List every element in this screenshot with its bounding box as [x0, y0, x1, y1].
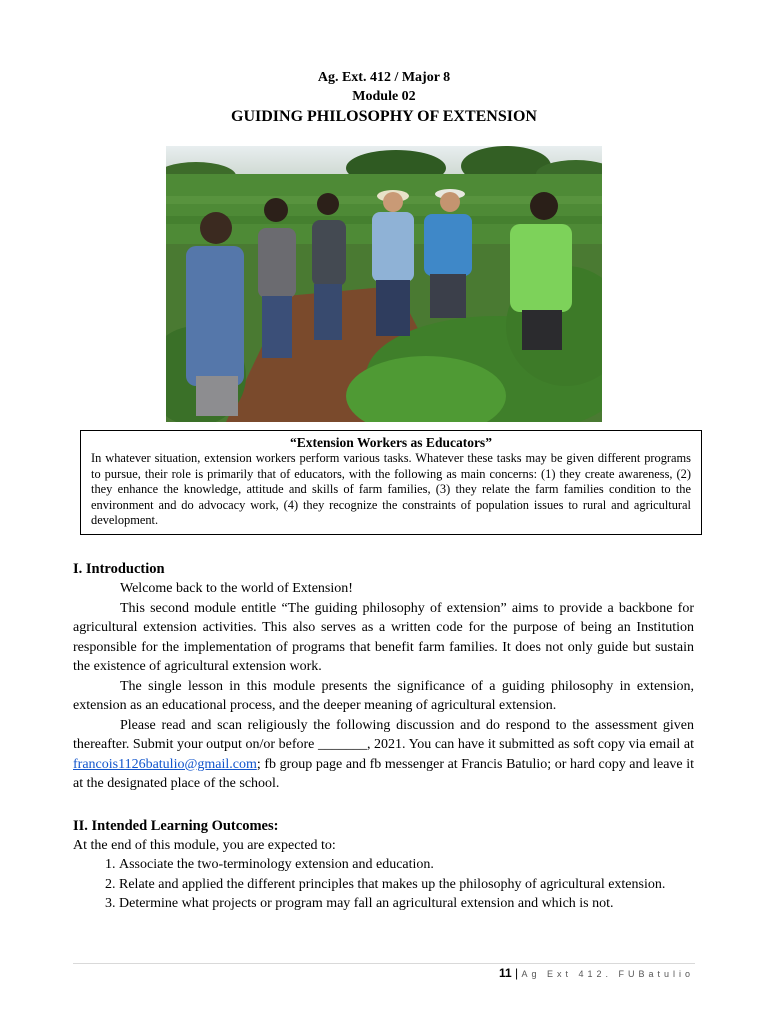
outcomes-heading: II. Intended Learning Outcomes: [73, 817, 279, 834]
outcomes-lead: At the end of this module, you are expected to: [73, 837, 336, 853]
intro-paragraph-4 [73, 716, 694, 794]
page-footer [499, 966, 694, 980]
intro-paragraph-4-end: ; fb group page and fb messenger at Francis Batulio; or hard copy and leave it at the designated place of the school. [73, 756, 694, 791]
intro-paragraph-1: Welcome back to the world of Extension! [120, 581, 353, 596]
introduction-heading: I. Introduction [73, 561, 165, 577]
intro-paragraph-4-start: Please read and scan religiously the following discussion and do respond to the assessment given thereafter. Submit your output on/or before _______, 2021. You can have it submitted as soft copy via email at [73, 717, 694, 752]
footer-divider [73, 963, 695, 964]
footer-separator: | [514, 966, 519, 980]
callout-title: “Extension Workers as Educators” [290, 435, 492, 450]
list-item: 1. Associate the two-terminology extension and education. [119, 855, 694, 875]
running-footer: Ag Ext 412. FUBatulio [521, 969, 694, 979]
document-body [73, 555, 694, 914]
page-number: 11 [498, 966, 512, 980]
intro-paragraph-2: This second module entitle “The guiding philosophy of extension” aims to provide a backbone for agricultural extension activities. This also serves as a written code for the purpose of being an Institution responsible for the implementation of programs that benefit farm families. It does not only guide but sustain the existence of agricultural extension work. [73, 600, 694, 674]
field-photo [166, 146, 602, 422]
intro-paragraph-3: The single lesson in this module presents the significance of a guiding philosophy in extension, extension as an educational process, and the deeper meaning of agricultural extension. [73, 678, 694, 713]
document-header [0, 68, 768, 128]
list-item: 3. Determine what projects or program may fall an agricultural extension and which is not. [119, 894, 694, 914]
module-title: GUIDING PHILOSOPHY OF EXTENSION [231, 108, 537, 125]
callout-text: In whatever situation, extension workers perform various tasks. Whatever these tasks may be given different programs to pursue, their role is primarily that of educators, with the following as main concerns: (1) they create awareness, (2) they enhance the knowledge, attitude and skills of farm families, (3) they relate the farm families condition to the environment and do advocacy work, (4) they recognize the constraints of population issues to rural and agricultural development. [91, 451, 691, 528]
list-item: 2. Relate and applied the different principles that makes up the philosophy of agricultural extension. [119, 875, 694, 895]
email-link[interactable]: francois1126batulio@gmail.com [73, 756, 257, 772]
callout-box [80, 430, 702, 535]
module-number: Module 02 [352, 89, 416, 104]
outcomes-list [73, 855, 694, 914]
course-code: Ag. Ext. 412 / Major 8 [317, 70, 451, 85]
